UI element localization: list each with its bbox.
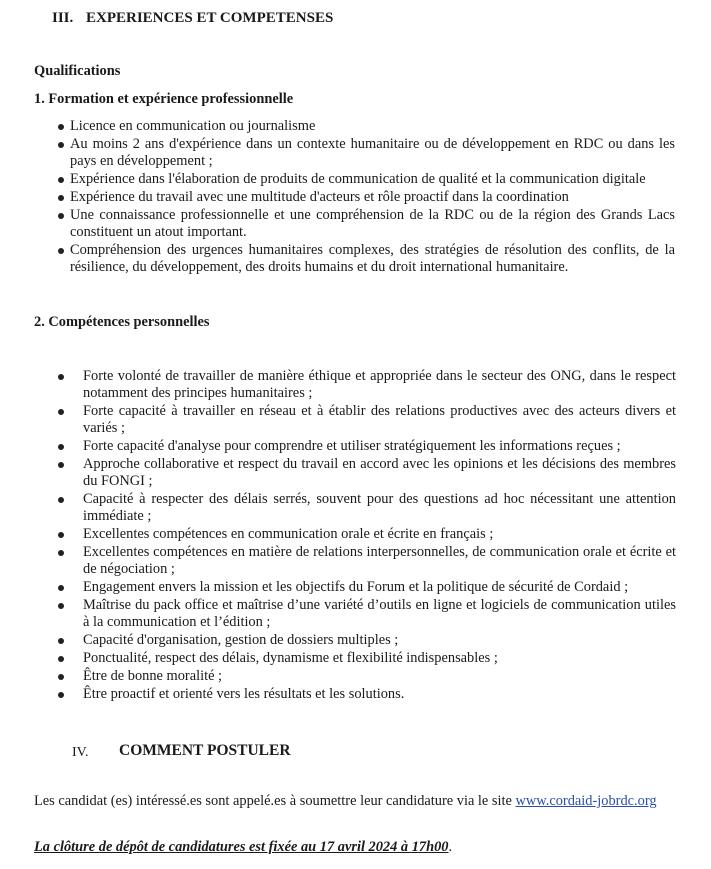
list-item: Engagement envers la mission et les objectifs du Forum et la politique de sécurité de Cordaid ; (56, 579, 676, 596)
list-item: Une connaissance professionnelle et une compréhension de la RDC ou de la région des Grands Lacs constituent un atout important. (58, 207, 675, 241)
list-item: Forte capacité à travailler en réseau et à établir des relations productives avec des acteurs divers et variés ; (56, 403, 676, 437)
bullet-icon (58, 124, 64, 130)
list-item: Compréhension des urgences humanitaires complexes, des stratégies de résolution des conflits, de la résilience, du développement, des droits humains et du droit international humanitaire. (58, 242, 675, 276)
list-item: Être proactif et orienté vers les résultats et les solutions. (56, 686, 676, 703)
bullet-icon (58, 532, 64, 538)
list-item: Maîtrise du pack office et maîtrise d’une variété d’outils en ligne et logiciels de communication utiles à la communication et l’édition ; (56, 597, 676, 631)
apply-instructions: Les candidat (es) intéressé.es sont appelé.es à soumettre leur candidature via le site www.cordaid-jobrdc.org (34, 793, 657, 809)
list-item: Capacité d'organisation, gestion de dossiers multiples ; (56, 632, 676, 649)
closing-date-notice: La clôture de dépôt de candidatures est fixée au 17 avril 2024 à 17h00. (34, 839, 453, 855)
bullet-icon (58, 585, 64, 591)
list-item: Être de bonne moralité ; (56, 668, 676, 685)
bullet-icon (58, 638, 64, 644)
bullet-icon (58, 213, 64, 219)
bullet-icon (58, 195, 64, 201)
qualifications-heading: Qualifications (34, 63, 121, 79)
bullet-icon (58, 674, 64, 680)
application-website-link[interactable]: www.cordaid-jobrdc.org (515, 793, 657, 809)
bullet-icon (58, 603, 64, 609)
competences-list (56, 368, 676, 704)
list-item: Licence en communication ou journalisme (58, 118, 675, 135)
list-item: Excellentes compétences en communication orale et écrite en français ; (56, 526, 676, 543)
list-item: Forte volonté de travailler de manière éthique et appropriée dans le secteur des ONG, dans le respect notamment des principes humanitaires ; (56, 368, 676, 402)
bullet-icon (58, 409, 64, 415)
list-item: Expérience dans l'élaboration de produits de communication de qualité et la communication digitale (58, 171, 675, 188)
closing-date-text: La clôture de dépôt de candidatures est fixée au 17 avril 2024 à 17h00 (34, 839, 449, 855)
list-item: Expérience du travail avec une multitude d'acteurs et rôle proactif dans la coordination (58, 189, 675, 206)
bullet-icon (58, 374, 64, 380)
bullet-icon (58, 497, 64, 503)
bullet-icon (58, 444, 64, 450)
list-item: Capacité à respecter des délais serrés, souvent pour des questions ad hoc nécessitant une attention immédiate ; (56, 491, 676, 525)
list-item: Approche collaborative et respect du travail en accord avec les opinions et les décisions des membres du FONGI ; (56, 456, 676, 490)
bullet-icon (58, 692, 64, 698)
qualifications-list (58, 118, 675, 277)
bullet-icon (58, 248, 64, 254)
list-item: Au moins 2 ans d'expérience dans un contexte humanitaire ou de développement en RDC ou dans les pays en développement ; (58, 136, 675, 170)
section-3-title: EXPERIENCES ET COMPETENSES (86, 10, 334, 26)
list-item: Forte capacité d'analyse pour comprendre et utiliser stratégiquement les informations reçues ; (56, 438, 676, 455)
subsection-1-heading: 1. Formation et expérience professionnelle (34, 91, 294, 107)
subsection-2-heading: 2. Compétences personnelles (34, 314, 210, 330)
bullet-icon (58, 177, 64, 183)
bullet-icon (58, 550, 64, 556)
bullet-icon (58, 142, 64, 148)
bullet-icon (58, 462, 64, 468)
list-item: Ponctualité, respect des délais, dynamisme et flexibilité indispensables ; (56, 650, 676, 667)
list-item: Excellentes compétences en matière de relations interpersonnelles, de communication orale et écrite et de négociation ; (56, 544, 676, 578)
section-4-number: IV. (72, 745, 89, 760)
section-3-number: III. (52, 10, 74, 26)
bullet-icon (58, 656, 64, 662)
section-4-title: COMMENT POSTULER (119, 742, 291, 759)
section-4-heading (72, 742, 372, 762)
